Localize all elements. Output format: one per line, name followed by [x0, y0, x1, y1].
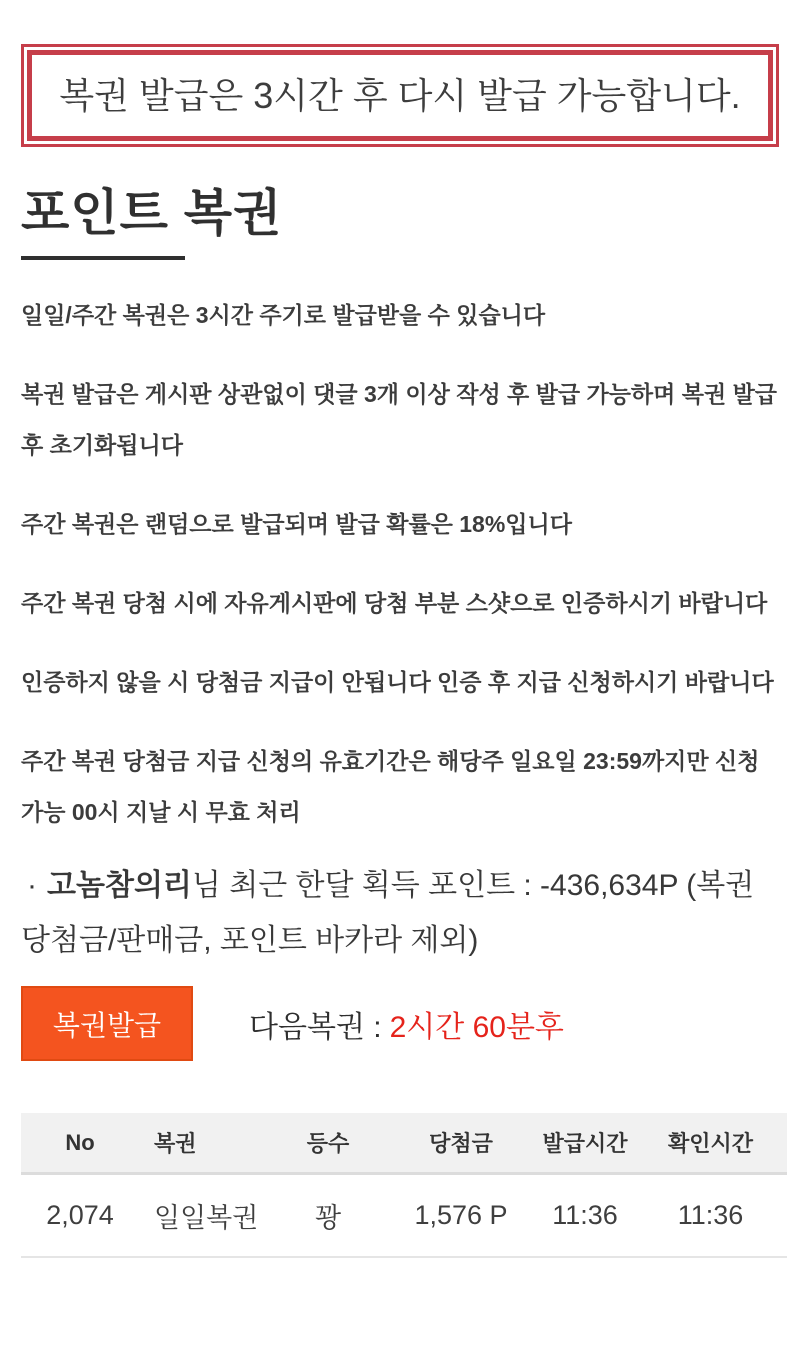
col-header-issued-time: 발급시간: [542, 1131, 628, 1156]
table-row: [21, 1175, 787, 1258]
table-header-row: [21, 1113, 787, 1175]
rule-weekly-probability: 주간 복권은 랜덤으로 발급되며 발급 확률은 18%입니다: [21, 511, 572, 537]
col-header-no: No: [65, 1129, 95, 1155]
col-header-checked-time: 확인시간: [667, 1131, 753, 1156]
user-point-summary: [21, 858, 779, 968]
notice-banner: [21, 44, 779, 147]
bullet-dot: ·: [27, 869, 37, 902]
notice-banner-text: 복권 발급은 3시간 후 다시 발급 가능합니다.: [27, 50, 773, 141]
cell-checked-time: 11:36: [677, 1200, 744, 1230]
cell-rank: 꽝: [314, 1203, 342, 1233]
next-lottery-value: 2시간 60분후: [389, 1010, 564, 1044]
lottery-rules: [21, 290, 779, 838]
col-header-lottery: 복권: [154, 1131, 197, 1156]
cell-lottery: 일일복권: [154, 1203, 259, 1233]
username: 고놈참의리: [47, 869, 192, 902]
page-title: 포인트 복권: [21, 185, 283, 241]
next-lottery-label: 다음복권 :: [249, 1010, 382, 1044]
user-point-text: 님 최근 한달 획득 포인트 : -436,634P (복권 당첨금/판매금, 포인트 바카라 제외): [21, 869, 755, 957]
rule-weekly-proof: 주간 복권 당첨 시에 자유게시판에 당첨 부분 스샷으로 인증하시기 바랍니다: [21, 590, 768, 616]
cell-no: 2,074: [46, 1200, 114, 1230]
title-underline: [21, 256, 185, 260]
lottery-history-table: [21, 1113, 787, 1258]
rule-comment-requirement: 복권 발급은 게시판 상관없이 댓글 3개 이상 작성 후 발급 가능하며 복권 발급 후 초기화됩니다: [21, 381, 778, 458]
rule-no-proof-no-pay: 인증하지 않을 시 당첨금 지급이 안됩니다 인증 후 지급 신청하시기 바랍니다: [21, 669, 774, 695]
issue-row: [21, 986, 779, 1061]
cell-issued-time: 11:36: [552, 1200, 618, 1230]
col-header-prize: 당첨금: [429, 1131, 493, 1156]
issue-lottery-button[interactable]: 복권발급: [21, 986, 193, 1061]
col-header-rank: 등수: [306, 1131, 350, 1156]
rule-issue-cycle: 일일/주간 복권은 3시간 주기로 발급받을 수 있습니다: [21, 302, 546, 328]
next-lottery-countdown: [249, 1002, 564, 1046]
rule-claim-deadline: 주간 복권 당첨금 지급 신청의 유효기간은 해당주 일요일 23:59까지만 신청 가능 00시 지날 시 무효 처리: [21, 748, 760, 825]
cell-prize: 1,576 P: [414, 1200, 508, 1230]
